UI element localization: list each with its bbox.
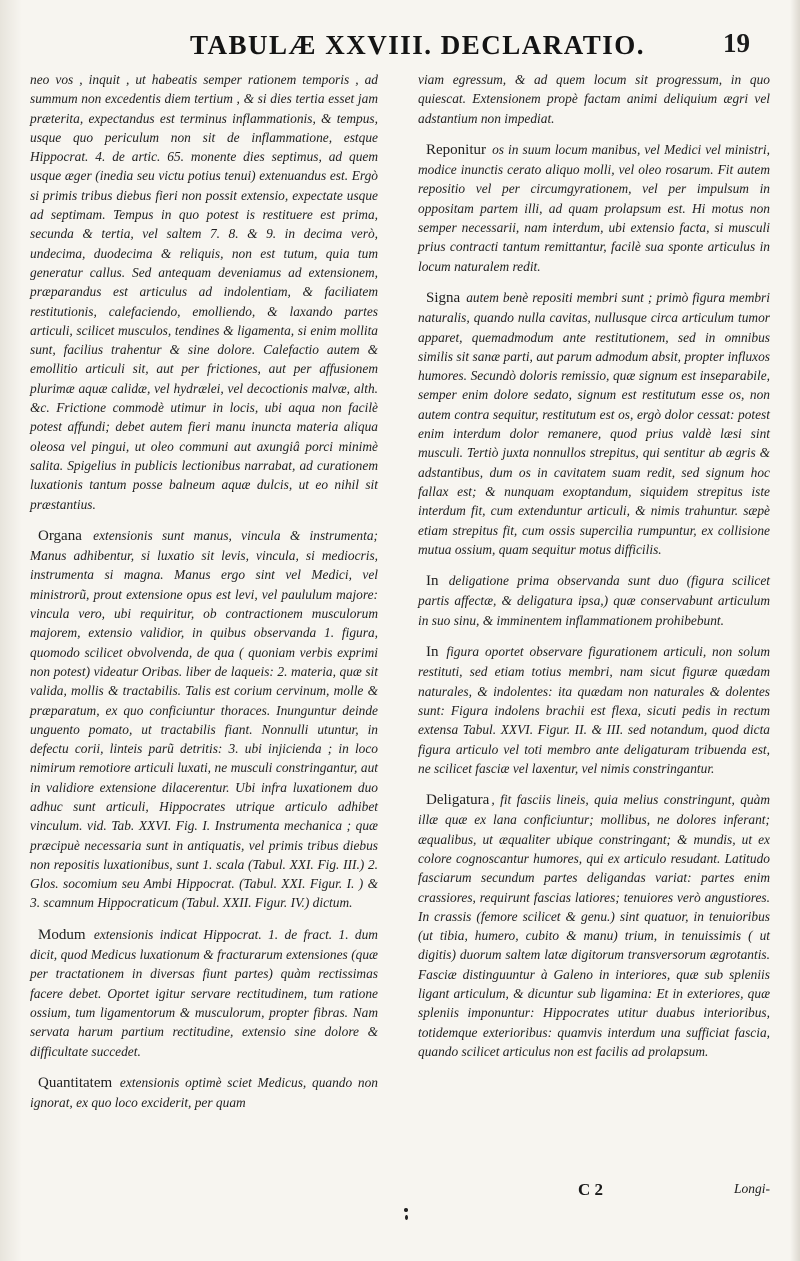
running-head: [190, 30, 750, 66]
paragraph: [30, 70, 378, 514]
paragraph-text: , fit fasciis lineis, quia melius constringunt, quàm illæ quæ ex lana conficiuntur; mollibus, ne dolores inferant; æqualibus, ut æqualiter ubique constringant; & mundis, ut ex colore cognoscantur humores, qui ex articulo resudant. Latitudo fasciarum secundum partes deligandas variat: partes enim crassiores, requirunt fascias latiores; tenuiores verò angustiores. In crassis (femore scilicet & genu.) sint quatuor, in tenuioribus (ut tibia, humero, cubito & manu) trium, in tenuissimis ( ut digitis) duorum saltem latæ digitorum transversorum ægrotantis. Fasciæ distinguuntur à Galeno in interiores, quæ sub spleniis ligant articulum, & dicuntur sub ligamina: Et in exteriores, quæ spleniis imponuntur: Hippocrates utitur duabus interioribus, totidemque exterioribus: quamvis interdum una sufficiat fascia, quando scilicet articulus non est facilis ad prolapsum.: [418, 792, 770, 1059]
ink-dot: [404, 1208, 408, 1212]
paragraph-text: extensionis optimè sciet Medicus, quando non ignorat, ex quo loco exciderit, per quam: [30, 1074, 378, 1111]
page-number: 19: [723, 28, 750, 58]
paragraph-text: neo vos , inquit , ut habeatis semper rationem temporis , ad summum non excedentis diem tertium , & si dies tertia esset jam præterita, expectandus est terminus inflammationis, & tempus, usque quo periculum non sit de inflammatione, estque Hippocrat. 4. de artic. 65. monente dies septimus, ad quem usque æger (inedia seu victu potius tenui) extenuandus est. Ergò si primis tribus diebus fieri non possit extensio, expectate usque ad septimam. Tempus in quo potest is restituere est prima, secunda & tertia, vel saltem 7. 8. & 9. in decima verò, undecima, duodecima & reliquis, non est tutum, quia tum generatur callus. Sed antequam deveniamus ad extensionem, præparandus est articulus ad indolentiam, & faciliatem restitutionis, calefaciendo, emolliendo, & laxando partes articuli, scilicet musculos, tendines & ligamenta, si enim mollita sunt, facilius trahentur & sine dolore. Calefactio autem & emollitio articuli sit, aut per frictiones, aut per affusionem plurimæ aquæ calidæ, vel hydrælei, vel decoctionis malvæ, alth. &c. Frictione commodè utimur in locis, ubi aqua non facilè potest affundi; debet autem fieri manu inuncta materia aliqua oleosa vel pingui, ut oleo communi aut axungiâ porci minimè salita. Spigelius in publicis lectionibus narrabat, ad curationem luxationis tantum posse balneum aquæ dulcis, ut eo nihil sit præstantius.: [30, 72, 378, 512]
paragraph-text: os in suum locum manibus, vel Medici vel ministri, modice inunctis cerato aliquo molli, vel oleo rosarum. Fit autem repositio vel per circumgyrationem, vel per impulsum in oppositam partem illi, ad quam prolapsum est. Hi motus non semper necessarii, nam interdum, ubi extensio facta, si musculi prius contracti tantum remittantur, facilè sua sponte articulus in locum naturalem redit.: [418, 141, 770, 274]
catchword: Longi-: [733, 1181, 770, 1196]
paragraph: [418, 288, 770, 559]
paragraph-lead: In: [426, 644, 439, 661]
paragraph: [418, 140, 770, 276]
paragraph: [418, 642, 770, 778]
paragraph-text: viam egressum, & ad quem locum sit progressum, in quo quiescat. Extensionem propè factam animi deliquium ægri vel adstantium non impediat.: [418, 72, 770, 126]
page-title: TABULÆ XXVIII. DECLARATIO.: [190, 30, 646, 60]
paragraph: [418, 70, 770, 128]
paragraph-text: extensionis sunt manus, vincula & instrumenta; Manus adhibentur, si luxatio sit levis, vincula, si mediocris, instrumenta si magna. Manus ergo sint vel Medici, vel ministrorũ, prout extensione opus est levi, vel paululum majore: vincula vero, ubi requiritur, ob contractionem musculorum majorem, extensio validior, in quibus observanda 1. figura, quomodo scilicet obvolvenda, de qua ( quoniam verbis exprimi non potest) videatur Oribas. liber de laqueis: 2. materia, quæ sit valida, mollis & tractabilis. Talis est corium cervinum, molle & præparatum, ex quo conficiuntur thoraces. Inunguntur deinde unguento pomato, ut tractabilis fiant. Nonnulli utuntur, in defectu corii, linteis parũ detritis: 3. ubi injicienda ; in loco nimirum remotiore articuli luxati, ne musculi constringantur, aut in validiore extensione dilacerentur. Ubi infra luxationem duo adhuc sunt articuli, Hippocrates utrique articulo adhibet vinculum. vid. Tab. XXVI. Fig. I. Instrumenta mechanica ; quæ præcipuè necessaria sunt in antiquatis, vel primis tribus diebus non repositis luxationibus, sunt 1. scala (Tabul. XXI. Fig. III.) 2. Glos. socomium seu Ambi Hippocrat. (Tabul. XXI. Figur. I. ) & 3. scamnum Hippocraticum (Tabul. XXII. Figur. IV.) dictum.: [30, 527, 378, 911]
paragraph-lead: Deligatura: [426, 792, 490, 809]
paragraph-text: deligatione prima observanda sunt duo (figura scilicet partis affectæ, & deligatura ipsa,) quæ conservabunt articulum in suo sinu, & imminentem inflammationem prohibebunt.: [418, 573, 770, 628]
paragraph-lead: Quantitatem: [38, 1074, 113, 1091]
paragraph-lead: Modum: [38, 926, 86, 943]
right-column: [418, 70, 770, 1061]
paragraph-text: extensionis indicat Hippocrat. 1. de fract. 1. dum dicit, quod Medicus luxationum & fracturarum extensiones (quæ per tractationem in diversas fiunt partes) quàm rectissimas facere debet. Oportet igitur servare rectitudinem, tum ratione ossium, tum ligamentorum & musculorum, propter fibras. Nam servata harum partium rectitudine, extensio sine dolore & difficultate succedet.: [30, 926, 378, 1059]
paragraph-text: autem benè repositi membri sunt ; primò figura membri naturalis, quando nulla cavitas, nullusque circa articulum tumor apparet, quemadmodum ante restitutionem, sed in omnibus similis sit sanæ parti, aut parum admodum absit, propter influxos humores. Secundò doloris remissio, quæ signum est inseparabile, semper enim dolore sedato, signum est restitutum esse os, non autem contra sequitur, restitutum est os, ergò dolor cessat: potest enim interdum dolor remanere, quod prius valdè læsi sint musculi. Tertiò juxta nonnullos strepitus, qui sentitur ab ægris & adstantibus, dum os in cavitatem suam redit, sed signum hoc fallax est; & nunquam exoptandum, siquidem strepitus iste interdum fit, cum extenduntur articuli, & nimis trahuntur. sæpè etiam strepitus fit, cum ossis supercilia rumpuntur, ex collisione mutua ossium, quam sequitur motus difficilis.: [418, 289, 770, 557]
paragraph-lead: Signa: [426, 289, 461, 306]
paragraph-text: figura oportet observare figurationem articuli, non solum restituti, sed etiam totius membri, nam sicut figuræ quædam naturales, & indolentes: ita quædam non naturales & dolentes sunt: Figura indolens brachii est flexa, sicuti pedis in rectum extensa Tabul. XXVI. Figur. II. & III. sed notandum, quod dicta figura articulo vel toti membro ante deligaturam tribuenda est, ne scilicet fasciæ vel laxentur, vel nimis constringantur.: [418, 644, 770, 776]
paragraph: [30, 526, 378, 913]
paragraph: [30, 1073, 378, 1113]
left-column: [30, 70, 378, 1112]
paragraph: [30, 925, 378, 1061]
paragraph-lead: Organa: [38, 527, 82, 544]
paragraph-lead: Reponitur: [426, 141, 486, 158]
paragraph: [418, 790, 770, 1061]
paragraph-lead: In: [426, 573, 439, 590]
signature-mark: C 2: [578, 1180, 604, 1199]
ink-dot: [405, 1215, 408, 1220]
paragraph: [418, 571, 770, 630]
